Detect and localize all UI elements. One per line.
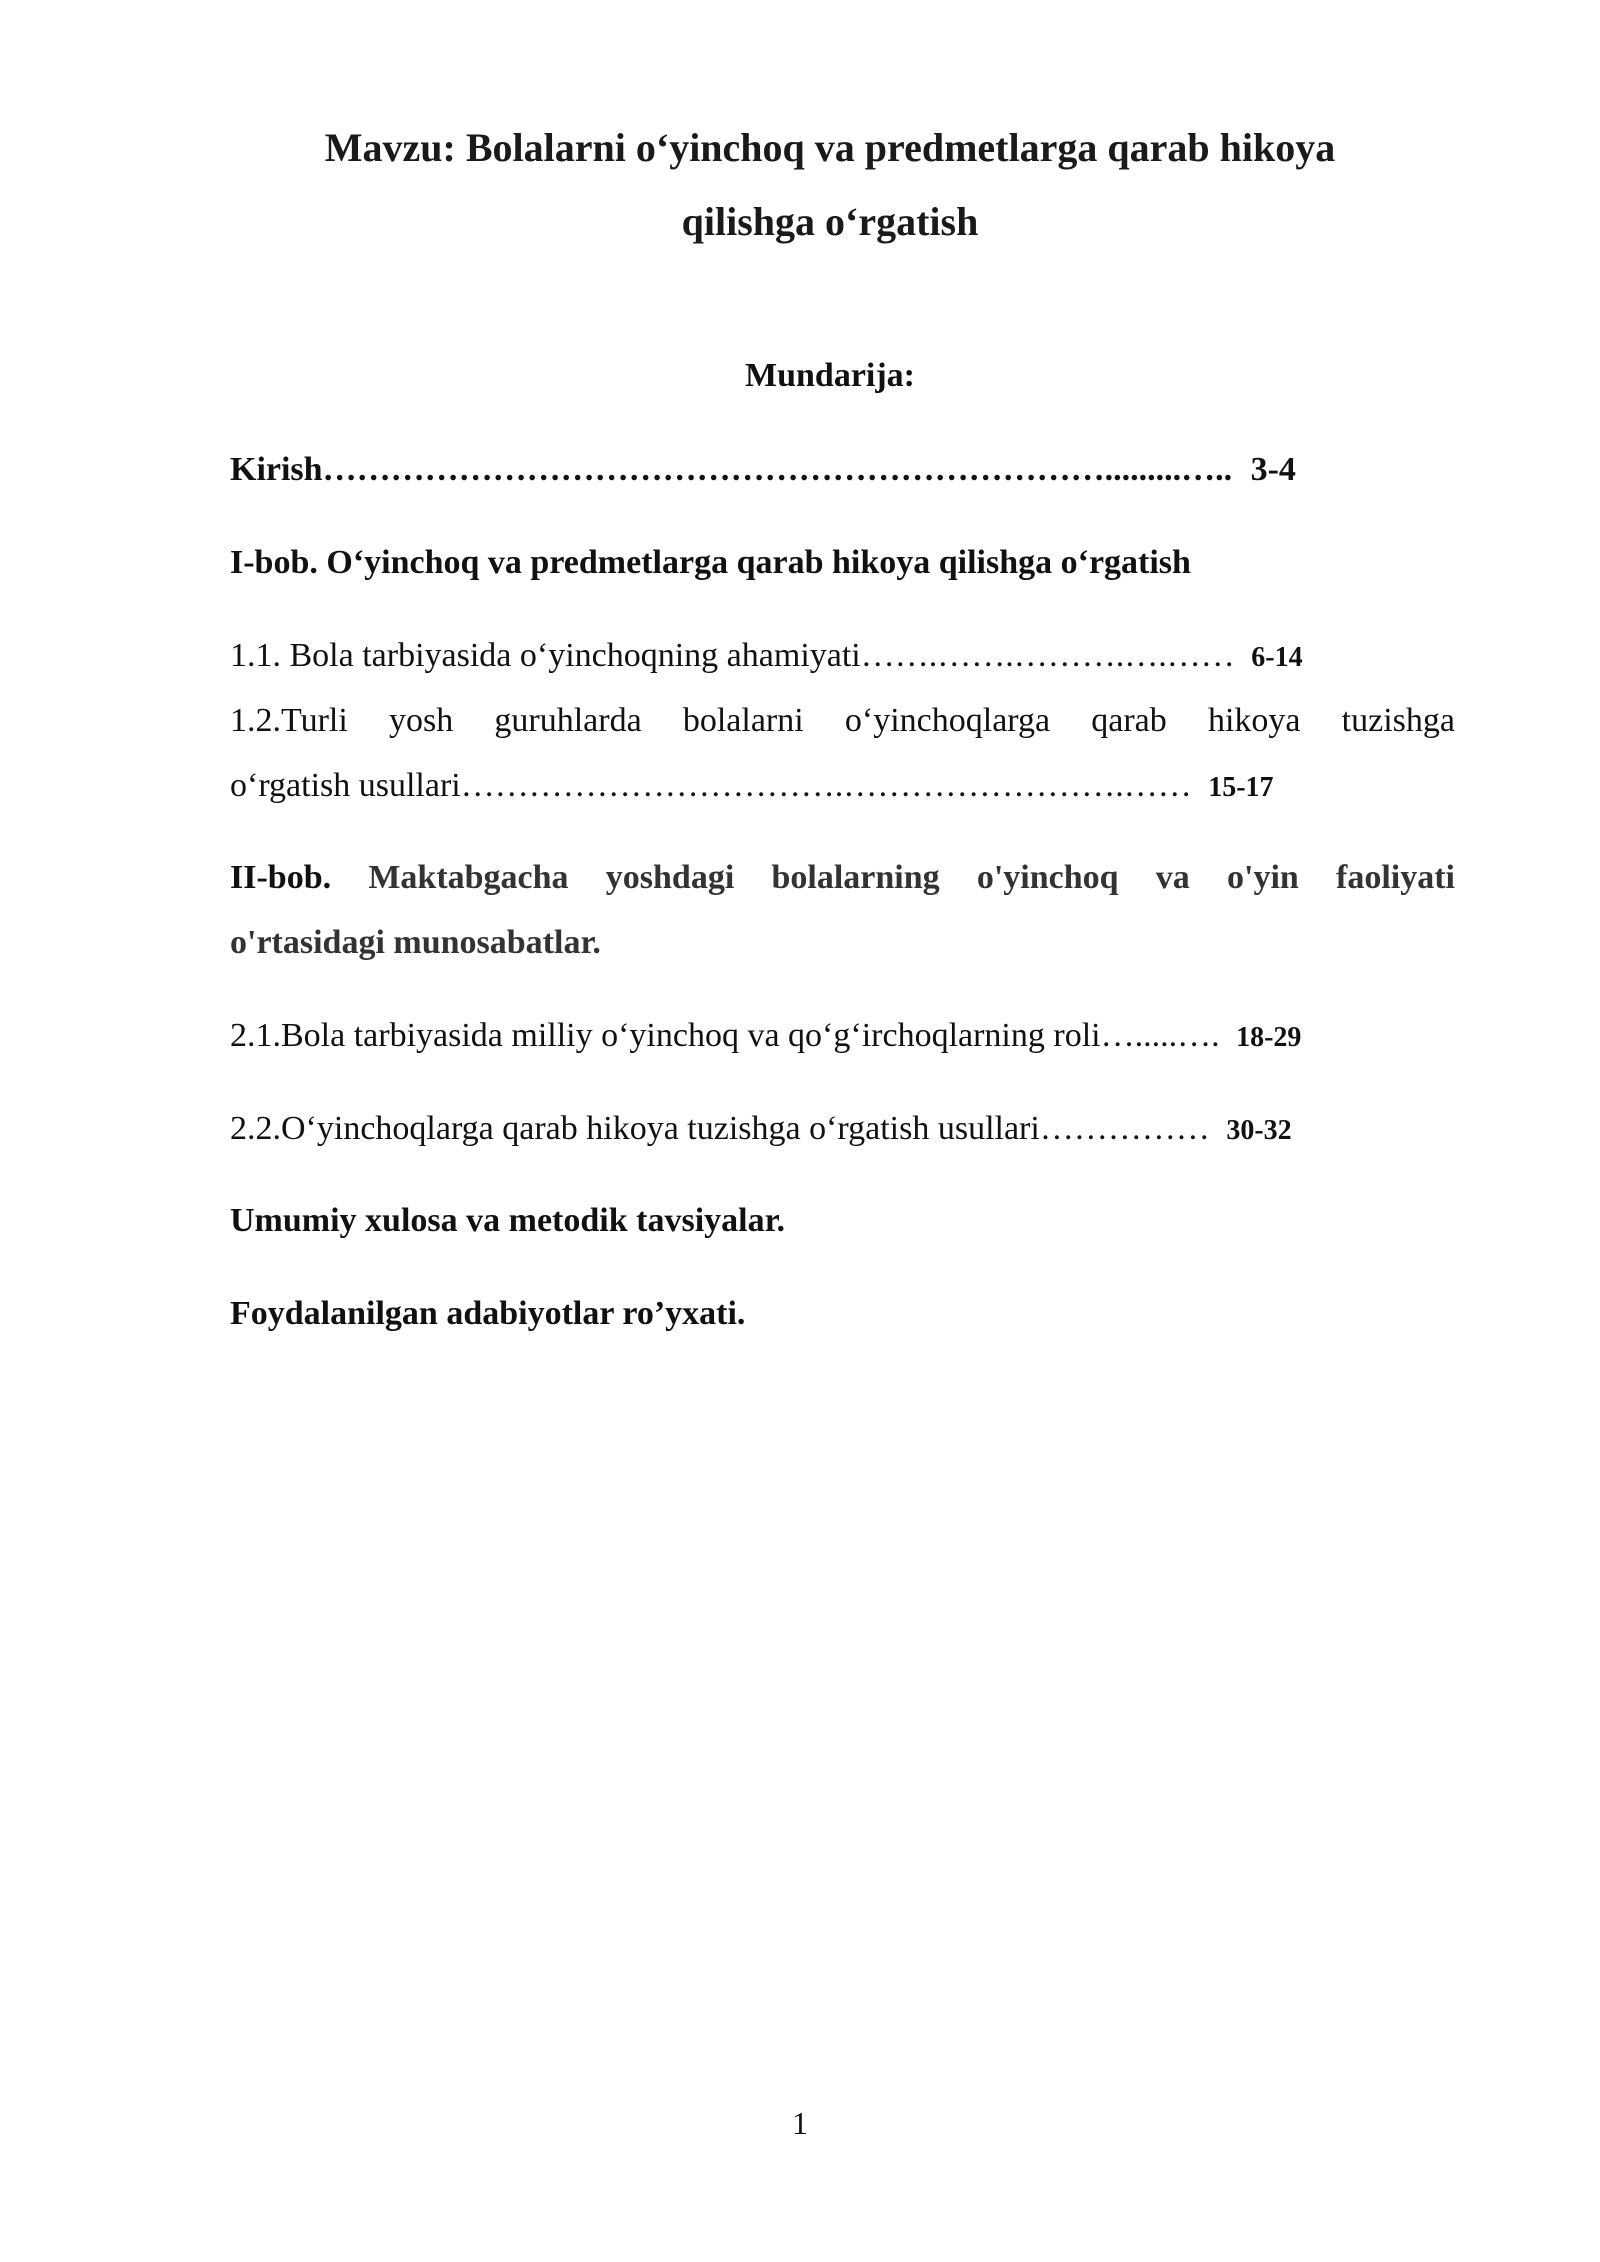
toc-entry-pages: 18-29 xyxy=(1236,1022,1302,1053)
toc-chapter-2-line1 xyxy=(230,858,1455,898)
toc-heading: Mundarija: xyxy=(745,357,915,394)
toc-entry-pages: 3-4 xyxy=(1250,451,1296,488)
toc-chapter-2-title: Maktabgacha yoshdagi bolalarning o'yinchoq va o'yin faoliyati xyxy=(368,859,1455,896)
toc-entry-2-2 xyxy=(230,1109,1455,1151)
toc-chapter-1: I-bob. O‘yinchoq va predmetlarga qarab hikoya qilishga o‘rgatish xyxy=(230,544,1191,581)
toc-entry-1-2-line1: 1.2.Turli yosh guruhlarda bolalarni o‘yinchoqlarga qarab hikoya tuzishga xyxy=(230,702,1455,739)
toc-entry-1-1 xyxy=(230,636,1455,678)
page-number: 1 xyxy=(792,2105,808,2141)
toc-entry-text: o‘rgatish usullari…………………………….…………………….…… xyxy=(230,767,1192,804)
toc-entry-pages: 6-14 xyxy=(1251,642,1303,673)
toc-entry-1-2-line2 xyxy=(230,766,1455,808)
toc-chapter-2-line2: o'rtasidagi munosabatlar. xyxy=(230,924,601,961)
toc-entry-text: 2.1.Bola tarbiyasida milliy o‘yinchoq va qo‘g‘irchoqlarning roli….....…. xyxy=(230,1017,1220,1054)
toc-references: Foydalanilgan adabiyotlar ro’yxati. xyxy=(230,1295,746,1332)
toc-entry-text: Kirish…………………………………………………………….........….. xyxy=(230,451,1233,488)
toc-entry-pages: 30-32 xyxy=(1226,1115,1292,1146)
toc-entry-pages: 15-17 xyxy=(1208,772,1274,803)
toc-entry-text: 1.1. Bola tarbiyasida o‘yinchoqning ahamiyati…….…….……….….…… xyxy=(230,637,1235,674)
toc-entry-intro xyxy=(230,450,1455,490)
toc-entry-2-1 xyxy=(230,1016,1455,1058)
toc-chapter-2-label: II-bob. xyxy=(230,859,332,896)
document-title-line2: qilishga o‘rgatish xyxy=(681,199,979,244)
document-title-line1: Mavzu: Bolalarni o‘yinchoq va predmetlarga qarab hikoya xyxy=(324,125,1336,170)
toc-conclusion: Umumiy xulosa va metodik tavsiyalar. xyxy=(230,1202,786,1239)
toc-entry-text: 2.2.O‘yinchoqlarga qarab hikoya tuzishga o‘rgatish usullari…………… xyxy=(230,1110,1210,1147)
